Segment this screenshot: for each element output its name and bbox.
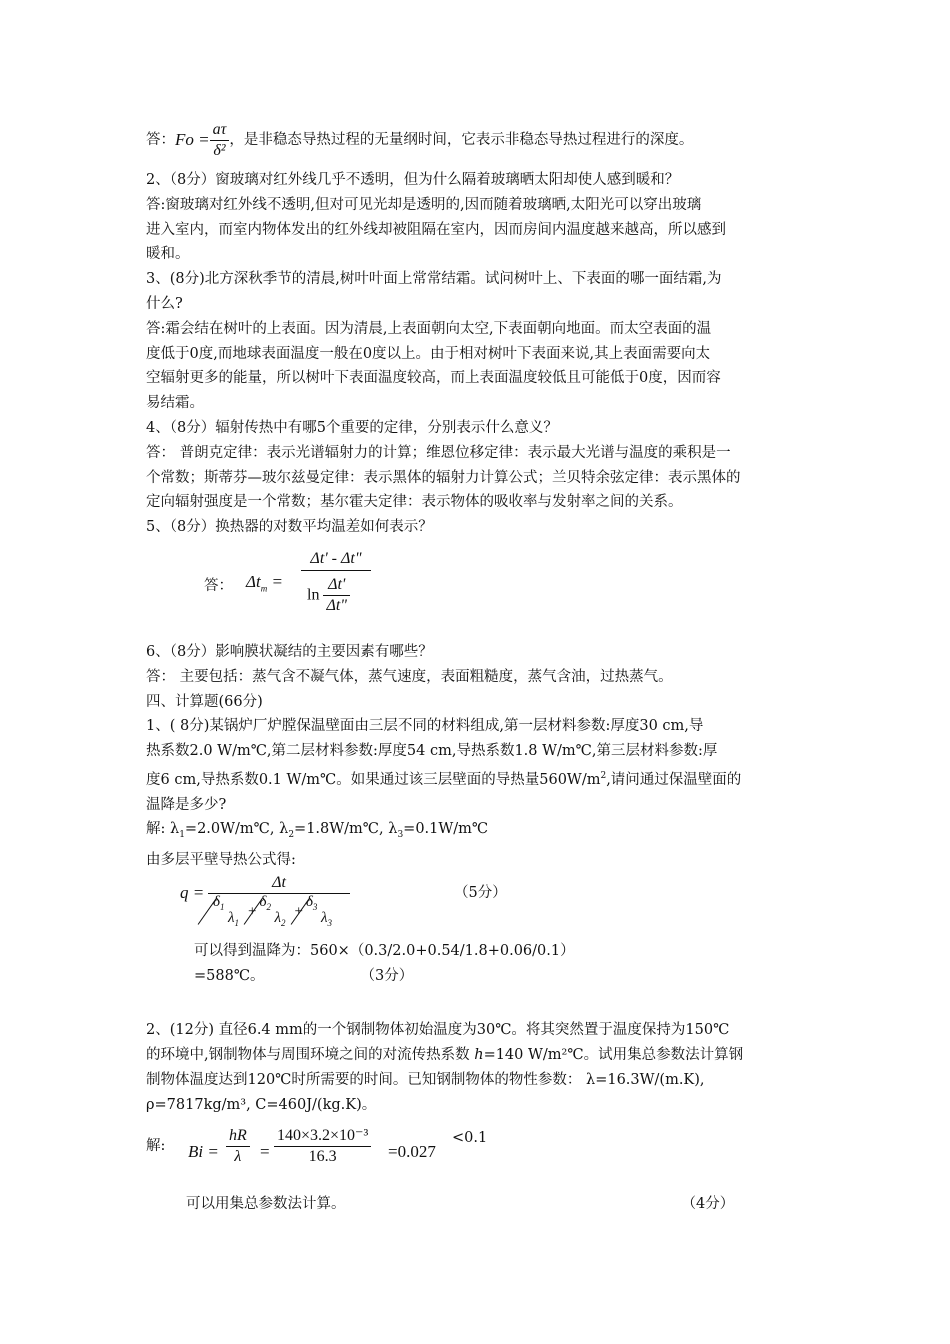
score-3: （3分） — [360, 967, 414, 984]
bi-result: =0.027 — [388, 1141, 436, 1161]
answer-2-line-1: 答:窗玻璃对红外线不透明,但对可见光却是透明的,因而随着玻璃晒,太阳光可以穿出玻璃 — [146, 196, 702, 213]
formula-score-5: （5分） — [454, 884, 507, 901]
fo-numerator: aτ — [210, 120, 230, 141]
q-numerator: Δt — [208, 873, 350, 894]
document-page — [146, 118, 808, 1216]
bi-lhs: Bi = — [188, 1141, 219, 1161]
calc-2-line-1: 2、(12分) 直径6.4 mm的一个钢制物体初始温度为30℃。将其突然置于温度保持为150℃ — [146, 1022, 730, 1039]
calc-1-line-1: 1、( 8分)某锅炉厂炉膛保温壁面由三层不同的材料组成,第一层材料参数:厚度30 cm,导 — [146, 718, 704, 735]
ln-symbol: ln — [307, 586, 320, 604]
solution-2-label: 解: — [146, 1137, 166, 1154]
section-4-heading: 四、计算题(66分) — [146, 693, 263, 710]
answer-6: 答： 主要包括：蒸气含不凝气体，蒸气速度，表面粗糙度，蒸气含油，过热蒸气。 — [146, 668, 673, 685]
question-3-line-1: 3、(8分)北方深秋季节的清晨,树叶叶面上常常结霜。试问树叶上、下表面的哪一面结霜,为 — [146, 271, 722, 288]
fo-denominator: δ² — [213, 141, 226, 159]
ln-inner-fraction: $\frac{\Delta t'}{\Delta t"}$ — [323, 575, 350, 616]
solution-2-conclusion: 可以用集总参数法计算。 （4分） — [186, 1195, 735, 1212]
lmtd-denominator — [301, 575, 371, 616]
solution-1-result-2: =588℃。 （3分） — [194, 967, 414, 984]
answer-3-line-3: 空辐射更多的能量，所以树叶下表面温度较高，而上表面温度较低且可能低于0度，因而容 — [146, 370, 721, 387]
answer-4-line-1: 答： 普朗克定律：表示光谱辐射力的计算；维恩位移定律：表示最大光谱与温度的乘积是一 — [146, 444, 731, 461]
answer-3-line-4: 易结霜。 — [146, 395, 204, 412]
answer-label: 答： — [146, 132, 175, 148]
question-6: 6、（8分）影响膜状凝结的主要因素有哪些？ — [146, 643, 433, 660]
lmtd-formula — [146, 544, 808, 640]
question-2: 2、（8分）窗玻璃对红外线几乎不透明，但为什么隔着玻璃晒太阳却使人感到暖和？ — [146, 172, 680, 188]
delta2-over-lambda2: $\delta_2$ $\lambda_2$ — [256, 894, 294, 930]
answer-3-line-1: 答:霜会结在树叶的上表面。因为清晨,上表面朝向太空,下表面朝向地面。而太空表面的温 — [146, 320, 712, 337]
calc-1-line-2: 热系数2.0 W/m℃,第二层材料参数:厚度54 cm,导热系数1.8 W/m℃,第三层材料参数:厚 — [146, 743, 718, 760]
calc-2-line-2: 的环境中,钢制物体与周围环境之间的对流传热系数 h=140 W/m²℃。试用集总参数法计算钢 — [146, 1047, 744, 1064]
q-denominator: $\delta_1$ $\lambda_1$ + $\delta_2$ $\lambda_2$ + $\delta_3$ $\lambda_3$ — [208, 894, 350, 938]
calc-1-line-3: 度6 cm,导热系数0.1 W/m℃。如果通过该三层壁面的导热量$560W/m^2$,请问通过保温壁面的 — [146, 770, 742, 788]
answer-2-line-3: 暖和。 — [146, 246, 190, 263]
bi-fraction-2: $\frac{\text{140×3.2×10⁻³}}{16.3}$ — [274, 1126, 371, 1167]
question-4: 4、（8分）辐射传热中有哪5个重要的定律，分别表示什么意义？ — [146, 419, 558, 436]
answer-2-line-2: 进入室内，而室内物体发出的红外线却被阻隔在室内，因而房间内温度越来越高，所以感到 — [146, 221, 726, 238]
score-4: （4分） — [681, 1195, 735, 1212]
answer-4-line-2: 个常数；斯蒂芬—玻尔兹曼定律：表示黑体的辐射力计算公式；兰贝特余弦定律：表示黑体的 — [146, 469, 741, 486]
solution-1-result-1: 可以得到温降为：560×（0.3/2.0+0.54/1.8+0.06/0.1） — [194, 942, 575, 959]
delta1-over-lambda1: $\delta_1$ $\lambda_1$ — [210, 894, 248, 930]
calc-2-line-4: ρ=7817kg/m³, C=460J/(kg.K)。 — [146, 1096, 377, 1113]
fo-lhs: Fo = — [175, 130, 210, 149]
solution-1-conductivities: 解: $\lambda_1=2.0W/m℃$, $\lambda_2=1.8W/m℃$, $\lambda_3=0.1W/m℃$ — [146, 821, 489, 841]
lmtd-numerator: Δt' - Δt" — [301, 548, 371, 571]
multilayer-formula — [146, 873, 808, 939]
solution-1-intro: 由多层平壁导热公式得: — [146, 852, 296, 869]
bi-fraction-1: $\frac{hR}{\lambda}$ — [226, 1126, 250, 1167]
fo-answer — [146, 118, 808, 162]
lmtd-answer-label: 答： — [204, 577, 233, 594]
delta3-over-lambda3: $\delta_3$ $\lambda_3$ — [303, 894, 341, 930]
lmtd-lhs: $\Delta t_m$ = — [246, 571, 283, 594]
bi-comparison: <0.1 — [452, 1129, 488, 1146]
q-fraction — [208, 873, 350, 938]
calc-2-line-3: 制物体温度达到120℃时所需要的时间。已知钢制物体的物性参数： λ=16.3W/(m.K), — [146, 1072, 705, 1089]
lmtd-fraction — [301, 548, 371, 616]
answer-4-line-3: 定向辐射强度是一个常数；基尔霍夫定律：表示物体的吸收率与发射率之间的关系。 — [146, 494, 683, 511]
question-5: 5、（8分）换热器的对数平均温差如何表示？ — [146, 519, 433, 536]
answer-3-line-2: 度低于0度,而地球表面温度一般在0度以上。由于相对树叶下表面来说,其上表面需要向太 — [146, 345, 711, 362]
biot-formula: 解: Bi = $\frac{hR}{\lambda}$ = $\frac{\text{140×3.2×10⁻³}}{16.3}$ =0.027 <0.1 — [146, 1126, 488, 1165]
q-lhs: q = — [180, 882, 205, 902]
question-3-line-2: 什么? — [146, 295, 183, 312]
fo-fraction — [210, 120, 230, 161]
fo-description: ，是非稳态导热过程的无量纲时间，它表示非稳态导热过程进行的深度。 — [229, 132, 694, 148]
calc-1-line-4: 温降是多少? — [146, 796, 227, 813]
